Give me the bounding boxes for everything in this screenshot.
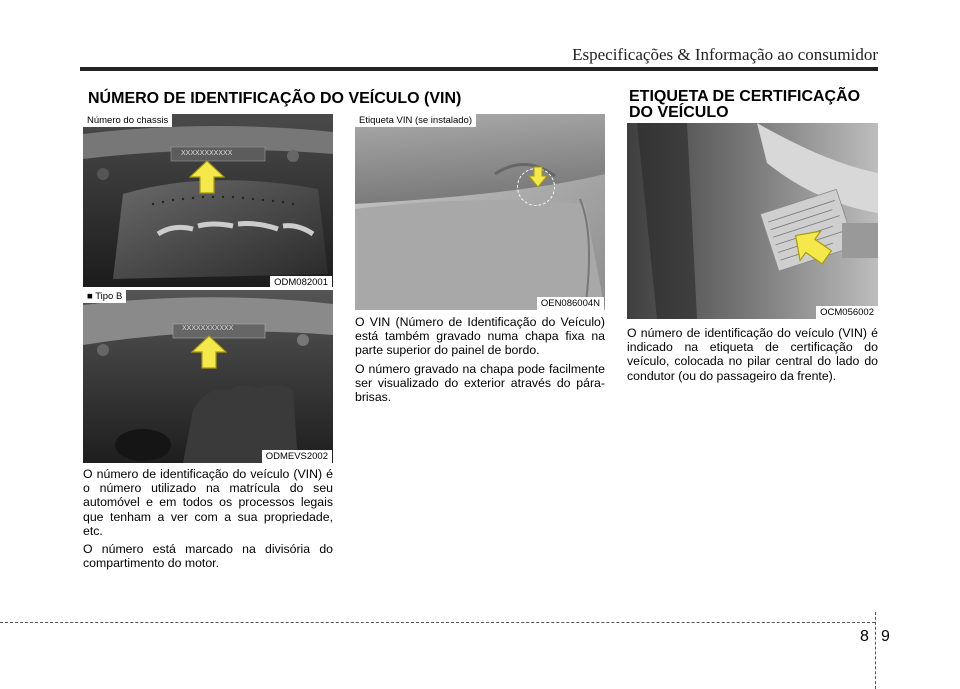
certification-title-line-2: DO VEÍCULO — [629, 104, 729, 121]
arrow-down-icon — [528, 166, 548, 193]
image-code-3: OEN086004N — [537, 297, 604, 310]
middle-paragraph-1: O VIN (Número de Identificação do Veículo) está também gravado numa chapa fixa na parte superior do painel de bordo. — [355, 315, 605, 358]
middle-paragraph-2: O número gravado na chapa pode facilmente ser visualizado do exterior através do pára-brisas. — [355, 361, 605, 405]
left-body-text — [83, 467, 333, 570]
running-header: Especificações & Informação ao consumidor — [572, 45, 878, 64]
page-number-chapter: 8 — [860, 628, 869, 645]
chassis-number-label: Número do chassis — [83, 114, 172, 127]
image-code-2: ODMEVS2002 — [262, 450, 332, 463]
right-body-text — [627, 326, 878, 383]
left-paragraph-2: O número está marcado na divisória do compartimento do motor. — [83, 542, 333, 571]
engine-cover-photo-1 — [83, 114, 333, 287]
type-b-label: ■ Tipo B — [83, 290, 126, 303]
certification-title-line-1: ETIQUETA DE CERTIFICAÇÃO — [629, 88, 861, 105]
footer-dashed-rule — [0, 622, 875, 623]
arrow-up-icon-2 — [191, 335, 227, 374]
engine-cover-photo-2 — [83, 290, 333, 463]
arrow-pointer-icon — [790, 225, 834, 274]
page-number-page: 9 — [881, 628, 890, 645]
footer-vertical-rule — [875, 612, 876, 689]
arrow-up-icon — [189, 160, 225, 199]
vin-label-caption: Etiqueta VIN (se instalado) — [355, 114, 476, 127]
certification-section-title — [629, 89, 879, 121]
middle-body-text — [355, 315, 605, 404]
left-paragraph-1: O número de identificação do veículo (VIN) é o número utilizado na matrícula do seu automóvel e em todos os processos legais que tenham a ver com a sua propriedade, etc. — [83, 467, 333, 538]
right-paragraph-1: O número de identificação do veículo (VIN) é indicado na etiqueta de certificação do veículo, colocada no pilar central do lado do condutor (ou do passageiro da frente). — [627, 326, 878, 383]
dashboard-vin-photo — [355, 114, 605, 310]
image-code-4: OCM056002 — [816, 306, 878, 319]
vin-stamp-text: XXXXXXXXXXX — [181, 150, 233, 157]
image-code-1: ODM082001 — [270, 276, 332, 289]
vin-stamp-text-2: XXXXXXXXXXX — [182, 325, 234, 332]
b-pillar-label-photo — [627, 123, 878, 319]
vin-section-title: NÚMERO DE IDENTIFICAÇÃO DO VEÍCULO (VIN) — [88, 90, 462, 107]
header-rule — [80, 67, 878, 71]
